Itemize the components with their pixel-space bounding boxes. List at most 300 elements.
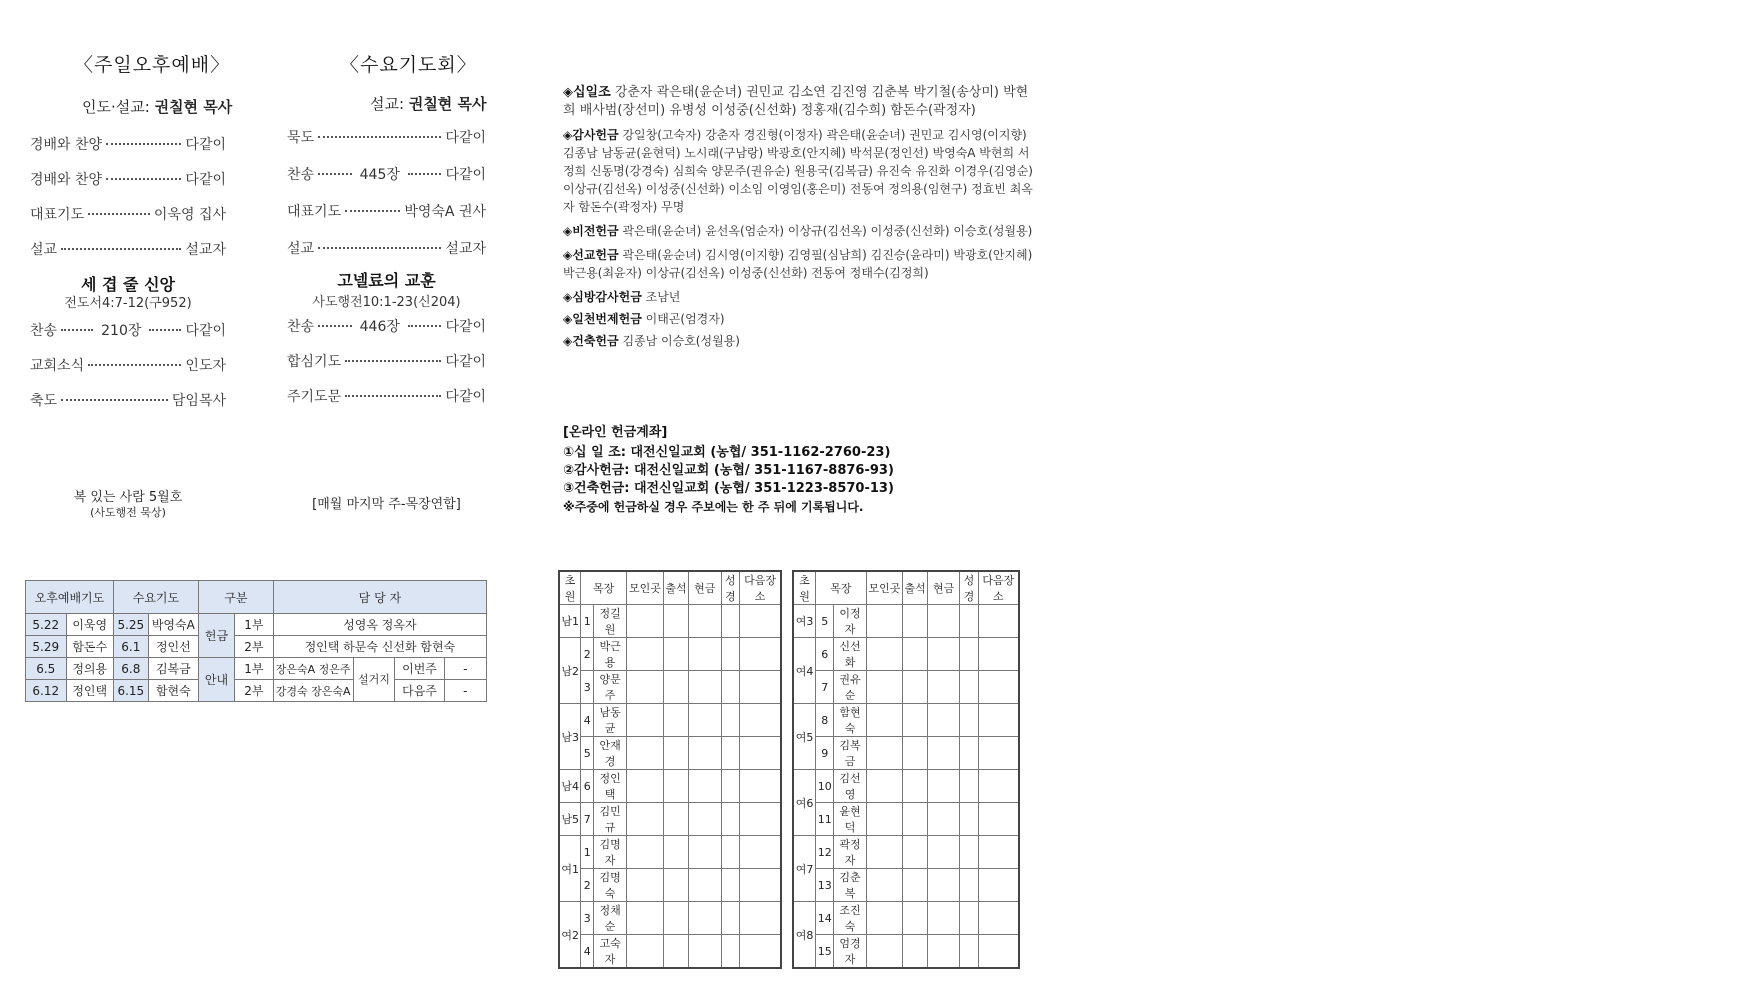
attendance-row	[559, 605, 781, 638]
online-accounts	[563, 424, 1033, 516]
order-label: 축도	[30, 393, 58, 409]
blank-entry-cell[interactable]	[740, 704, 781, 737]
blank-entry-cell[interactable]	[740, 638, 781, 671]
part-cell: 2부	[234, 636, 273, 658]
afternoon-preacher	[82, 96, 232, 117]
offering-names: 이태곤(엄경자)	[645, 312, 725, 326]
blank-entry-cell[interactable]	[903, 671, 928, 704]
blank-entry-cell[interactable]	[688, 737, 721, 770]
order-item	[30, 320, 226, 355]
region-cell: 여3	[793, 605, 816, 638]
blank-entry-cell[interactable]	[978, 770, 1019, 803]
region-cell: 여5	[793, 704, 816, 770]
blank-entry-cell[interactable]	[960, 737, 978, 770]
blank-entry-cell[interactable]	[663, 737, 688, 770]
attendance-header-cell: 목장	[581, 571, 627, 605]
offerings-list	[563, 84, 1033, 350]
duty-row	[26, 658, 487, 680]
offering-names: 곽은태(윤순녀) 윤선옥(엄순자) 이상규(김선옥) 이성중(신선화) 이승호(성월용)	[622, 224, 1033, 238]
blank-entry-cell[interactable]	[866, 935, 903, 969]
leader-cell: 박근용	[594, 638, 627, 671]
group-number-cell: 3	[581, 671, 594, 704]
blank-entry-cell[interactable]	[927, 671, 959, 704]
blank-entry-cell[interactable]	[866, 869, 903, 902]
blank-entry-cell[interactable]	[903, 836, 928, 869]
group-number-cell: 11	[816, 803, 834, 836]
date-cell: 5.25	[113, 614, 148, 636]
region-cell: 여8	[793, 902, 816, 969]
group-number-cell: 8	[816, 704, 834, 737]
offering-title: ◈감사헌금	[563, 128, 619, 142]
dotted-leader	[318, 325, 352, 327]
afternoon-preacher-prefix: 인도·설교:	[82, 98, 150, 116]
leader-cell: 김민규	[594, 803, 627, 836]
attendance-row	[559, 803, 781, 836]
duty-row	[26, 636, 487, 658]
leader-cell: 김선영	[834, 770, 866, 803]
order-item	[287, 164, 486, 201]
region-cell: 남4	[559, 770, 581, 803]
part-cell: 1부	[234, 614, 273, 636]
category-cell: 안내	[198, 658, 234, 702]
dotted-leader	[408, 325, 442, 327]
attendance-header-cell: 현금	[927, 571, 959, 605]
attendance-row	[793, 935, 1019, 969]
blank-entry-cell[interactable]	[927, 935, 959, 969]
order-item	[30, 204, 226, 239]
offering-names: 강일창(고숙자) 강춘자 경진형(이정자) 곽은태(윤순녀) 권민교 김시영(이지향) 김종남 남동균(윤현덕) 노시래(구남랑) 박광호(안지혜) 박석문(정인선) 박영숙A 박현희 서정희 신동명(강경숙) 심희숙 양문주(권유순) 원용국(김복금) 유진숙 유진화 이경우(김영순) 이상규(김선옥) 이성중(신선화) 이소임 이영임(홍은미) 전동여 정의용(임현구) 정효빈 최옥자 함돈수(곽정자) 무명	[563, 128, 1033, 214]
name-cell: 이욱영	[66, 614, 113, 636]
blank-entry-cell[interactable]	[927, 770, 959, 803]
leader-cell: 엄경자	[834, 935, 866, 969]
offering-title: ◈비전헌금	[563, 224, 619, 238]
blank-entry-cell[interactable]	[688, 605, 721, 638]
duty-header: 담 당 자	[273, 581, 486, 614]
region-cell: 남2	[559, 638, 581, 704]
blank-entry-cell[interactable]	[903, 737, 928, 770]
blank-entry-cell[interactable]	[663, 638, 688, 671]
afternoon-note-1: 복 있는 사람 5월호	[73, 490, 183, 505]
assignee-cell: 정인택 하문숙 신선화 함현숙	[273, 636, 486, 658]
group-number-cell: 1	[581, 836, 594, 869]
blank-entry-cell[interactable]	[688, 671, 721, 704]
leader-cell: 양문주	[594, 671, 627, 704]
order-value: 다같이	[185, 323, 227, 339]
leader-cell: 김명자	[594, 836, 627, 869]
blank-entry-cell[interactable]	[626, 935, 663, 969]
blank-entry-cell[interactable]	[978, 671, 1019, 704]
week-value-cell: -	[444, 680, 486, 702]
blank-entry-cell[interactable]	[740, 671, 781, 704]
wednesday-order	[287, 127, 486, 275]
online-line: ②감사헌금: 대전신일교회 (농협/ 351-1167-8876-93)	[563, 463, 894, 478]
duty-header: 수요기도	[113, 581, 198, 614]
leader-cell: 정인택	[594, 770, 627, 803]
dotted-leader	[61, 248, 181, 250]
date-cell: 6.12	[26, 680, 67, 702]
attendance-row	[559, 869, 781, 902]
afternoon-preacher-name: 권칠현 목사	[154, 98, 233, 116]
part-cell: 2부	[234, 680, 273, 702]
blank-entry-cell[interactable]	[740, 737, 781, 770]
blank-entry-cell[interactable]	[626, 737, 663, 770]
blank-entry-cell[interactable]	[978, 935, 1019, 969]
group-number-cell: 2	[581, 869, 594, 902]
blank-entry-cell[interactable]	[960, 671, 978, 704]
order-value: 다같이	[445, 354, 486, 370]
order-item	[30, 169, 226, 204]
group-number-cell: 15	[816, 935, 834, 969]
blank-entry-cell[interactable]	[927, 902, 959, 935]
wednesday-order-2	[287, 316, 486, 421]
blank-entry-cell[interactable]	[960, 770, 978, 803]
dotted-leader	[345, 395, 441, 397]
blank-entry-cell[interactable]	[740, 803, 781, 836]
afternoon-order-2	[30, 320, 226, 425]
dotted-leader	[149, 329, 181, 331]
attendance-header-cell: 성경	[721, 571, 740, 605]
name-cell: 김복금	[148, 658, 198, 680]
assignee-cell: 강경숙 장은숙A	[273, 680, 353, 702]
blank-entry-cell[interactable]	[903, 704, 928, 737]
date-cell: 6.15	[113, 680, 148, 702]
name-cell: 정인선	[148, 636, 198, 658]
leader-cell: 정길원	[594, 605, 627, 638]
dotted-leader	[106, 178, 181, 180]
blank-entry-cell[interactable]	[903, 770, 928, 803]
leader-cell: 윤현덕	[834, 803, 866, 836]
blank-entry-cell[interactable]	[978, 902, 1019, 935]
attendance-row	[559, 770, 781, 803]
blank-entry-cell[interactable]	[721, 770, 740, 803]
blank-entry-cell[interactable]	[927, 737, 959, 770]
assignee-cell: 성영옥 정옥자	[273, 614, 486, 636]
order-item	[287, 127, 486, 164]
order-label: 주기도문	[287, 389, 342, 405]
blank-entry-cell[interactable]	[688, 638, 721, 671]
wednesday-preacher-prefix: 설교:	[370, 95, 405, 113]
assignee-cell: 장은숙A 정은주	[273, 658, 353, 680]
blank-entry-cell[interactable]	[688, 935, 721, 969]
blank-entry-cell[interactable]	[978, 605, 1019, 638]
order-value: 담임목사	[171, 393, 226, 409]
attendance-table-men-women	[558, 570, 782, 969]
afternoon-note-2: (사도행전 묵상)	[90, 506, 166, 519]
wednesday-preacher-name: 권칠현 목사	[408, 95, 487, 113]
wednesday-preacher	[370, 93, 487, 114]
blank-entry-cell[interactable]	[688, 704, 721, 737]
date-cell: 5.29	[26, 636, 67, 658]
blank-entry-cell[interactable]	[978, 638, 1019, 671]
name-cell: 함돈수	[66, 636, 113, 658]
blank-entry-cell[interactable]	[688, 869, 721, 902]
blank-entry-cell[interactable]	[866, 671, 903, 704]
attendance-header-cell: 다음장소	[978, 571, 1019, 605]
online-line: ①십 일 조: 대전신일교회 (농협/ 351-1162-2760-23)	[563, 445, 891, 460]
attendance-header-row	[793, 571, 1019, 605]
attendance-header-cell: 성경	[960, 571, 978, 605]
blank-entry-cell[interactable]	[626, 605, 663, 638]
blank-entry-cell[interactable]	[866, 836, 903, 869]
order-item	[287, 316, 486, 351]
blank-entry-cell[interactable]	[626, 638, 663, 671]
order-value: 다같이	[445, 389, 486, 405]
group-number-cell: 14	[816, 902, 834, 935]
offering-title: ◈일천번제헌금	[563, 312, 642, 326]
blank-entry-cell[interactable]	[960, 605, 978, 638]
blank-entry-cell[interactable]	[978, 803, 1019, 836]
blank-entry-cell[interactable]	[960, 638, 978, 671]
dotted-leader	[61, 399, 168, 401]
blank-entry-cell[interactable]	[626, 902, 663, 935]
blank-entry-cell[interactable]	[721, 638, 740, 671]
blank-entry-cell[interactable]	[688, 902, 721, 935]
offering-tithe	[563, 84, 1033, 120]
blank-entry-cell[interactable]	[740, 605, 781, 638]
group-number-cell: 3	[581, 902, 594, 935]
order-value: 설교자	[445, 241, 486, 257]
blank-entry-cell[interactable]	[740, 770, 781, 803]
leader-cell: 조진숙	[834, 902, 866, 935]
duty-row	[26, 680, 487, 702]
blank-entry-cell[interactable]	[978, 836, 1019, 869]
order-item	[30, 239, 226, 274]
blank-entry-cell[interactable]	[903, 902, 928, 935]
blank-entry-cell[interactable]	[866, 803, 903, 836]
order-item	[287, 351, 486, 386]
leader-cell: 함현숙	[834, 704, 866, 737]
group-number-cell: 7	[816, 671, 834, 704]
attendance-row	[559, 704, 781, 737]
blank-entry-cell[interactable]	[721, 902, 740, 935]
blank-entry-cell[interactable]	[903, 935, 928, 969]
blank-entry-cell[interactable]	[626, 671, 663, 704]
attendance-row	[559, 902, 781, 935]
attendance-header-cell: 목장	[816, 571, 867, 605]
duty-row	[26, 614, 487, 636]
blank-entry-cell[interactable]	[721, 671, 740, 704]
blank-entry-cell[interactable]	[960, 935, 978, 969]
blank-entry-cell[interactable]	[960, 803, 978, 836]
order-label: 대표기도	[287, 204, 342, 220]
order-label: 대표기도	[30, 207, 85, 223]
blank-entry-cell[interactable]	[721, 803, 740, 836]
dotted-leader	[88, 213, 150, 215]
group-number-cell: 4	[581, 935, 594, 969]
blank-entry-cell[interactable]	[721, 935, 740, 969]
order-item	[30, 355, 226, 390]
blank-entry-cell[interactable]	[626, 836, 663, 869]
blank-entry-cell[interactable]	[740, 869, 781, 902]
blank-entry-cell[interactable]	[866, 737, 903, 770]
attendance-row	[793, 671, 1019, 704]
leader-cell: 김복금	[834, 737, 866, 770]
dotted-leader	[408, 173, 442, 175]
blank-entry-cell[interactable]	[927, 803, 959, 836]
offering-thousand	[563, 310, 1033, 328]
attendance-row	[559, 737, 781, 770]
offering-title: ◈선교헌금	[563, 248, 619, 262]
blank-entry-cell[interactable]	[903, 638, 928, 671]
group-number-cell: 1	[581, 605, 594, 638]
date-cell: 6.8	[113, 658, 148, 680]
blank-entry-cell[interactable]	[663, 935, 688, 969]
name-cell: 박영숙A	[148, 614, 198, 636]
order-mid: 210장	[101, 323, 142, 339]
blank-entry-cell[interactable]	[978, 704, 1019, 737]
attendance-header-cell: 모인곳	[626, 571, 663, 605]
duty-header: 구분	[198, 581, 273, 614]
attendance-row	[559, 671, 781, 704]
order-value: 이욱영 집사	[153, 207, 226, 223]
region-cell: 여4	[793, 638, 816, 704]
attendance-header-cell: 출석	[903, 571, 928, 605]
attendance-row	[559, 935, 781, 969]
order-mid: 445장	[359, 167, 400, 183]
attendance-header-cell: 다음장소	[740, 571, 781, 605]
blank-entry-cell[interactable]	[721, 605, 740, 638]
offering-names: 김종남 이승호(성월용)	[622, 334, 740, 348]
dotted-leader	[88, 364, 181, 366]
group-number-cell: 4	[581, 704, 594, 737]
leader-cell: 권유순	[834, 671, 866, 704]
wednesday-sermon-ref: 사도행전10:1-23(신204)	[312, 295, 461, 310]
group-number-cell: 6	[816, 638, 834, 671]
order-label: 경배와 찬양	[30, 172, 103, 188]
order-label: 설교	[30, 242, 58, 258]
blank-entry-cell[interactable]	[960, 869, 978, 902]
order-item	[287, 201, 486, 238]
blank-entry-cell[interactable]	[978, 737, 1019, 770]
blank-entry-cell[interactable]	[721, 836, 740, 869]
region-cell: 남5	[559, 803, 581, 836]
order-item	[287, 386, 486, 421]
blank-entry-cell[interactable]	[663, 836, 688, 869]
order-label: 묵도	[287, 130, 315, 146]
order-item	[30, 134, 226, 169]
order-label: 찬송	[30, 323, 58, 339]
order-value: 다같이	[445, 319, 487, 335]
blank-entry-cell[interactable]	[688, 770, 721, 803]
category-cell: 헌금	[198, 614, 234, 658]
group-number-cell: 6	[581, 770, 594, 803]
attendance-header-cell: 현금	[688, 571, 721, 605]
attendance-row	[793, 605, 1019, 638]
blank-entry-cell[interactable]	[626, 803, 663, 836]
blank-entry-cell[interactable]	[903, 605, 928, 638]
blank-entry-cell[interactable]	[663, 671, 688, 704]
attendance-row	[793, 803, 1019, 836]
attendance-header-cell: 모인곳	[866, 571, 903, 605]
blank-entry-cell[interactable]	[866, 704, 903, 737]
group-number-cell: 9	[816, 737, 834, 770]
offering-names: 강춘자 곽은태(윤순녀) 권민교 김소연 김진영 김춘복 박기철(송상미) 박현희 배사범(장선미) 유병성 이성중(신선화) 정홍재(김수희) 함돈수(곽정자)	[563, 85, 1029, 118]
offering-title: ◈십일조	[563, 85, 611, 100]
blank-entry-cell[interactable]	[866, 605, 903, 638]
blank-entry-cell[interactable]	[688, 836, 721, 869]
blank-entry-cell[interactable]	[663, 704, 688, 737]
order-label: 경배와 찬양	[30, 137, 103, 153]
blank-entry-cell[interactable]	[663, 869, 688, 902]
blank-entry-cell[interactable]	[626, 869, 663, 902]
order-value: 다같이	[445, 130, 486, 146]
offering-names: 곽은태(윤순녀) 김시영(이지향) 김영필(심남희) 김진승(윤라미) 박광호(안지혜) 박근용(최윤자) 이상규(김선옥) 이성중(신선화) 전동여 정태수(김정희)	[563, 248, 1033, 280]
blank-entry-cell[interactable]	[663, 803, 688, 836]
blank-entry-cell[interactable]	[740, 935, 781, 969]
blank-entry-cell[interactable]	[903, 803, 928, 836]
dotted-leader	[106, 143, 181, 145]
blank-entry-cell[interactable]	[866, 770, 903, 803]
blank-entry-cell[interactable]	[721, 869, 740, 902]
blank-entry-cell[interactable]	[927, 836, 959, 869]
offering-building	[563, 332, 1033, 350]
order-value: 설교자	[185, 242, 226, 258]
blank-entry-cell[interactable]	[626, 770, 663, 803]
blank-entry-cell[interactable]	[960, 902, 978, 935]
offering-title: ◈건축헌금	[563, 334, 619, 348]
blank-entry-cell[interactable]	[740, 902, 781, 935]
region-cell: 여6	[793, 770, 816, 836]
region-cell: 남3	[559, 704, 581, 770]
order-value: 다같이	[185, 172, 226, 188]
name-cell: 정인택	[66, 680, 113, 702]
blank-entry-cell[interactable]	[740, 836, 781, 869]
order-label: 찬송	[287, 167, 315, 183]
group-number-cell: 10	[816, 770, 834, 803]
blank-entry-cell[interactable]	[721, 737, 740, 770]
attendance-header-row	[559, 571, 781, 605]
blank-entry-cell[interactable]	[626, 704, 663, 737]
order-mid: 446장	[359, 319, 400, 335]
blank-entry-cell[interactable]	[927, 704, 959, 737]
blank-entry-cell[interactable]	[663, 605, 688, 638]
order-label: 설교	[287, 241, 315, 257]
blank-entry-cell[interactable]	[960, 836, 978, 869]
wednesday-sermon-title: 고넬료의 교훈	[337, 271, 436, 290]
dish-label-cell: 설거지	[353, 658, 395, 702]
blank-entry-cell[interactable]	[721, 704, 740, 737]
name-cell: 함현숙	[148, 680, 198, 702]
leader-cell: 정채순	[594, 902, 627, 935]
online-title: [온라인 헌금계좌]	[563, 425, 668, 440]
order-label: 합심기도	[287, 354, 342, 370]
blank-entry-cell[interactable]	[927, 638, 959, 671]
blank-entry-cell[interactable]	[978, 869, 1019, 902]
attendance-row	[793, 737, 1019, 770]
week-label-cell: 이번주	[395, 658, 444, 680]
blank-entry-cell[interactable]	[866, 902, 903, 935]
attendance-header-cell: 초원	[559, 571, 581, 605]
blank-entry-cell[interactable]	[903, 869, 928, 902]
dotted-leader	[345, 360, 441, 362]
order-value: 인도자	[185, 358, 226, 374]
group-number-cell: 13	[816, 869, 834, 902]
order-item	[30, 390, 226, 425]
blank-entry-cell[interactable]	[663, 902, 688, 935]
dotted-leader	[345, 210, 400, 212]
blank-entry-cell[interactable]	[927, 605, 959, 638]
duty-header: 오후예배기도	[26, 581, 114, 614]
blank-entry-cell[interactable]	[688, 803, 721, 836]
blank-entry-cell[interactable]	[866, 638, 903, 671]
blank-entry-cell[interactable]	[927, 869, 959, 902]
blank-entry-cell[interactable]	[960, 704, 978, 737]
group-number-cell: 2	[581, 638, 594, 671]
blank-entry-cell[interactable]	[663, 770, 688, 803]
part-cell: 1부	[234, 658, 273, 680]
date-cell: 6.1	[113, 636, 148, 658]
offering-visit	[563, 288, 1033, 306]
